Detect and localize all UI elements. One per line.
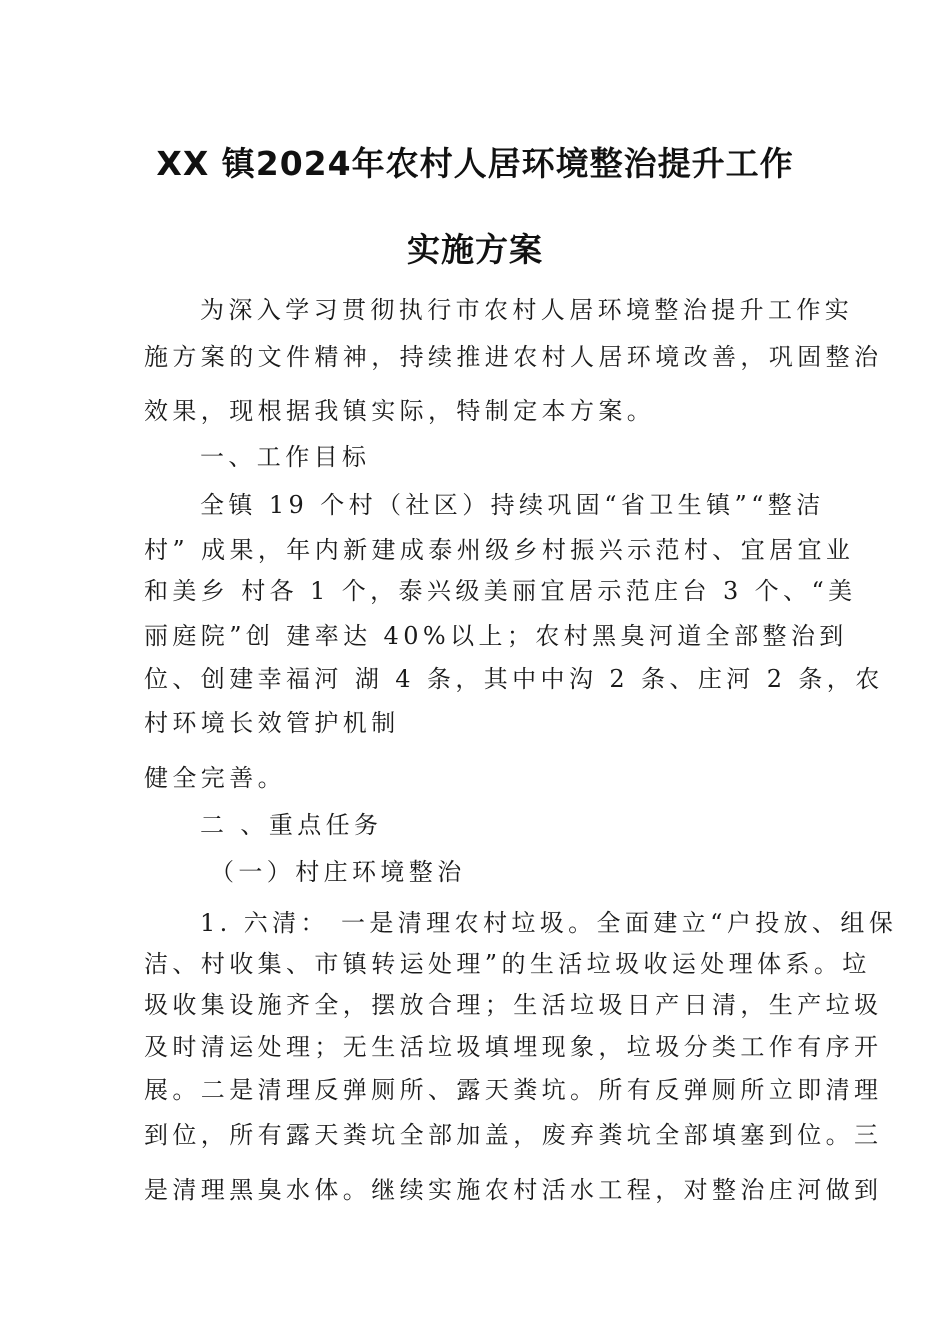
body-line: 施方案的文件精神，持续推进农村人居环境改善，巩固整治 [144,343,883,371]
body-line: 展。二是清理反弹厕所、露天粪坑。所有反弹厕所立即清理 [144,1076,883,1104]
subsection-heading: （一）村庄环境整治 [210,858,466,886]
body-line: 全镇 19 个村（社区）持续巩固“省卫生镇”“整洁 [200,491,825,519]
body-line: 村环境长效管护机制 [144,709,400,737]
body-line: 村” 成果，年内新建成泰州级乡村振兴示范村、宜居宜业 [144,536,855,564]
body-line: 为深入学习贯彻执行市农村人居环境整治提升工作实 [200,296,854,324]
section-heading-2: 二 、重点任务 [200,811,383,839]
body-line: 是清理黑臭水体。继续实施农村活水工程，对整治庄河做到 [144,1176,883,1204]
body-line: 位、创建幸福河 湖 4 条，其中中沟 2 条、庄河 2 条，农 [144,665,884,693]
body-line: 圾收集设施齐全，摆放合理；生活垃圾日产日清，生产垃圾 [144,991,883,1019]
body-line: 及时清运处理；无生活垃圾填埋现象，垃圾分类工作有序开 [144,1033,883,1061]
body-line: 效果，现根据我镇实际，特制定本方案。 [144,397,656,425]
document-title-line-2: 实施方案 [407,230,543,269]
body-line: 到位，所有露天粪坑全部加盖，废弃粪坑全部填塞到位。三 [144,1121,883,1149]
document-title-line-1: XX 镇2024年农村人居环境整治提升工作 [156,144,794,183]
body-line: 健全完善。 [144,764,286,792]
body-line: 1. 六清： 一是清理农村垃圾。全面建立“户投放、组保 [200,909,898,937]
section-heading-1: 一、工作目标 [200,443,371,471]
body-line: 丽庭院”创 建率达 40%以上；农村黑臭河道全部整治到 [144,622,848,650]
body-line: 和美乡 村各 1 个，泰兴级美丽宜居示范庄台 3 个、“美 [144,577,857,605]
body-line: 洁、村收集、市镇转运处理”的生活垃圾收运处理体系。垃 [144,950,871,978]
